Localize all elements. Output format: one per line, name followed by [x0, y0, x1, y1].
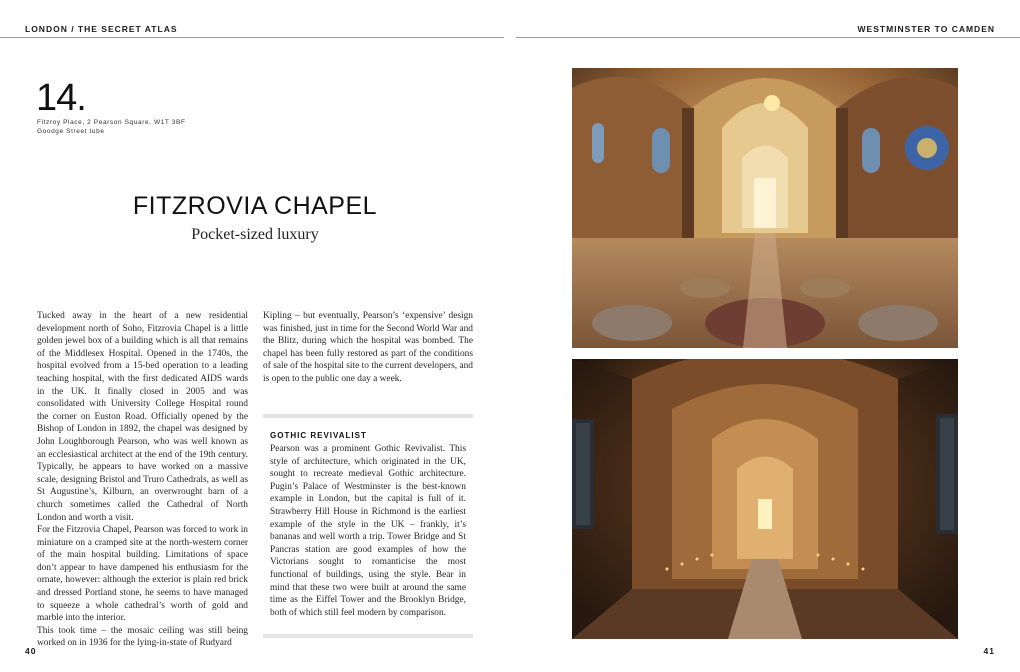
body-paragraph: This took time – the mosaic ceiling was still being worked on in 1936 for the lying-in-state of Rudyard: [37, 625, 248, 649]
entry-address: [37, 119, 186, 136]
chapel-nave-image: [572, 359, 958, 639]
sidebar-text: Pearson was a prominent Gothic Revivalist. This style of architecture, which originated in the UK, sought to recreate medieval Gothic architecture. Pugin’s Palace of Westminster is the best-known example in London, but the capital is full of it. Strawberry Hill House in Richmond is the earliest example of the style in the UK – frankly, it’s bananas and well worth a trip. Tower Bridge and St Pancras station are good examples of how the Victorians sought to romanticise the most functional of buildings, using the style. Bear in mind that these two were built at around the same time as the Eiffel Tower and the Brooklyn Bridge, both of which still feel modern by comparison.: [270, 444, 466, 618]
running-header-left: LONDON / THE SECRET ATLAS: [25, 24, 178, 34]
body-column-2: [263, 310, 473, 386]
tube-line: Goodge Street tube: [37, 127, 105, 135]
body-paragraph: For the Fitzrovia Chapel, Pearson was forced to work in miniature on a cramped site at the north-western corner of the main hospital building. Limitations of space don’t appear to have dampened his enthusiasm for the ornate, however: although the exterior is plain red brick and dressed Portland stone, he seems to have managed to squeeze a whole cathedral’s worth of gold and marble into the interior.: [37, 525, 248, 624]
sidebar-title: GOTHIC REVIVALIST: [270, 431, 367, 440]
body-paragraph: Kipling – but eventually, Pearson’s ‘expensive’ design was finished, just in time for the Second World War and the Blitz, during which the hospital was bombed. The chapel has been fully restored as part of the conditions of sale of the hospital site to the current developers, and is open to the public one day a week.: [263, 311, 473, 384]
sidebar-box: [263, 414, 473, 638]
page-number-right: 41: [983, 646, 995, 656]
page-number-left: 40: [25, 646, 37, 656]
chapel-panorama-image: [572, 68, 958, 348]
sidebar-bottom-bar: [263, 634, 473, 638]
body-paragraph: Tucked away in the heart of a new residential development north of Soho, Fitzrovia Chapel is a little golden jewel box of a building which is all that remains of the Middlesex Hospital. Opened in the 1740s, the hospital evolved from a 15-bed operation to a leading teaching hospital, with the first dedicated AIDS wards in the UK. It finally closed in 2005 and was consolidated with University College Hospital round the corner on Euston Road. Officially opened by the Bishop of London in 1892, the chapel was designed by John Loughborough Pearson, who was well known as an ecclesiastical architect at the end of the 19th century. Typically, he appears to have worked on a massive scale, designing Bristol and Truro Cathedrals, as well as St Augustine’s, Kilburn, an overwrought barn of a church sometimes called the Cathedral of North London and worth a visit.: [37, 311, 248, 523]
body-column-1: [37, 310, 248, 650]
running-header-right: WESTMINSTER TO CAMDEN: [857, 24, 995, 34]
header-rule-right: [516, 37, 1020, 38]
page-subtitle: Pocket-sized luxury: [191, 226, 319, 243]
page-title: FITZROVIA CHAPEL: [132, 192, 378, 220]
sidebar-top-bar: [263, 414, 473, 418]
header-rule-left: [0, 37, 504, 38]
chapel-interior-photo-top: [572, 68, 958, 348]
entry-number: 14.: [36, 77, 86, 119]
address-line: Fitzroy Place, 2 Pearson Square, W1T 3BF: [37, 119, 186, 126]
chapel-interior-photo-bottom: [572, 359, 958, 639]
